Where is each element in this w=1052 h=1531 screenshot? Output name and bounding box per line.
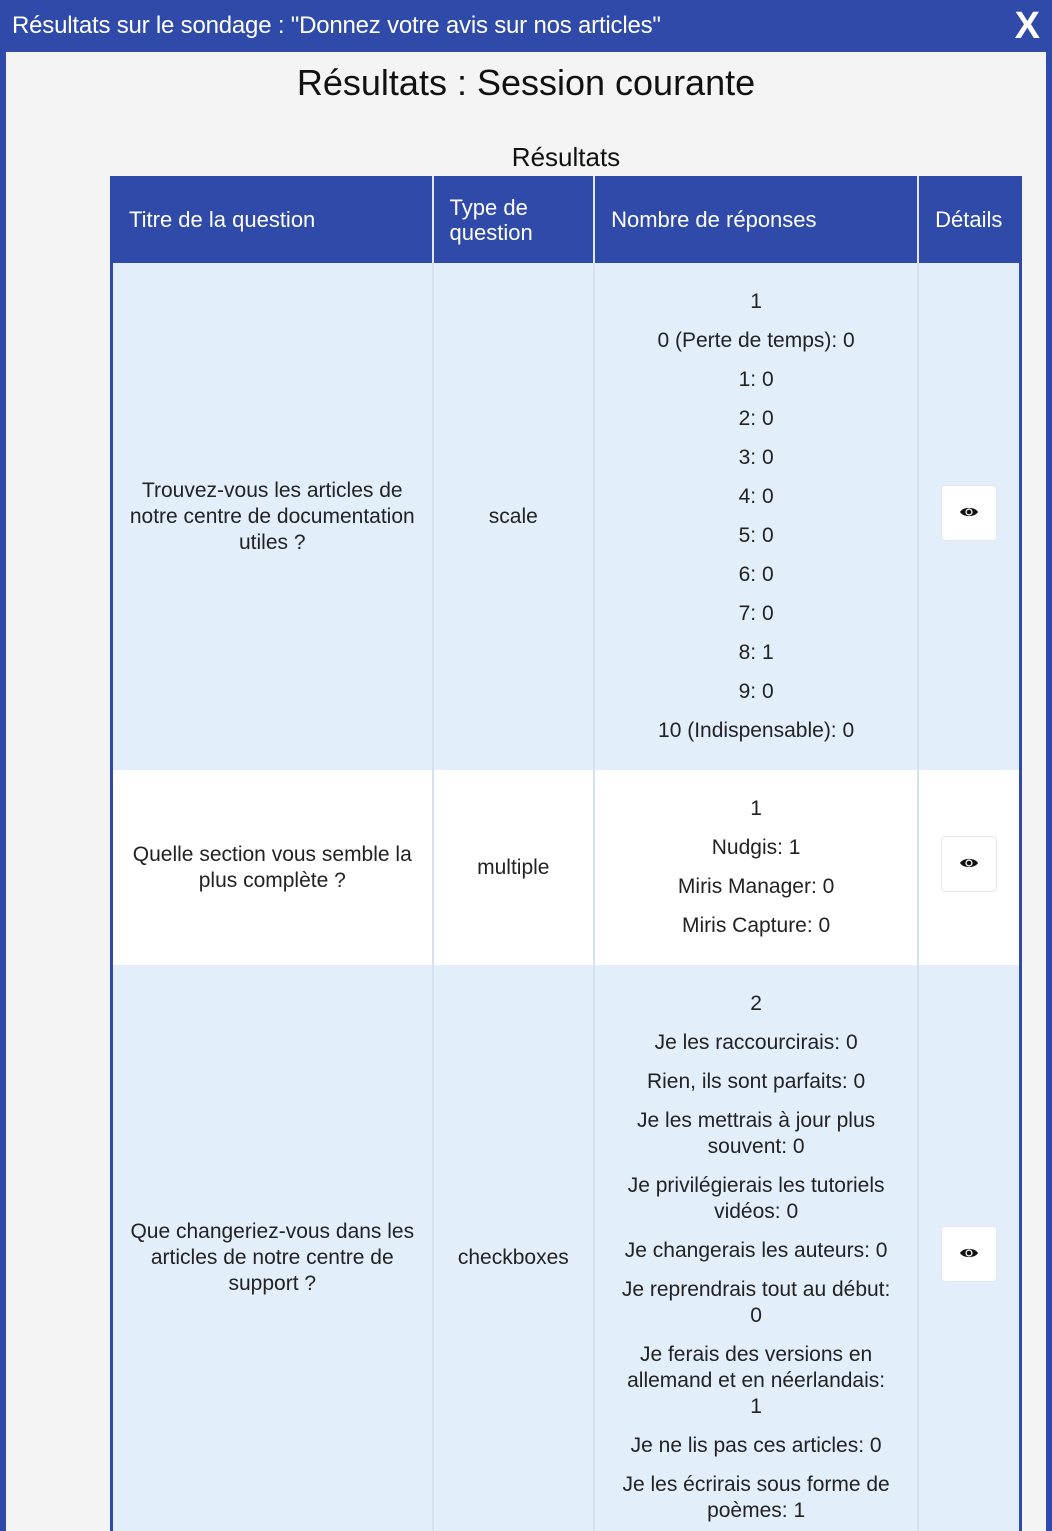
- question-type: scale: [488, 504, 538, 528]
- table-row: [112, 263, 1021, 770]
- answer-option: 8: 1: [738, 641, 774, 664]
- column-header-details: Détails: [918, 176, 1020, 263]
- answer-option: Nudgis: 1: [711, 836, 801, 859]
- answer-option: Miris Capture: 0: [682, 914, 831, 937]
- response-count-cell: [594, 965, 918, 1531]
- answer-option: 2: 0: [738, 407, 774, 430]
- table-header-row: [112, 176, 1021, 263]
- details-button[interactable]: [941, 1226, 997, 1282]
- column-header-responses: Nombre de réponses: [594, 176, 918, 263]
- answer-option: Miris Manager: 0: [677, 875, 835, 898]
- question-title: Trouvez-vous les articles de notre centre de documentation utiles ?: [129, 478, 415, 554]
- dialog-content: [6, 52, 1046, 1531]
- question-type-cell: [433, 770, 595, 965]
- answer-option: 3: 0: [738, 446, 774, 469]
- column-header-type: Type de question: [433, 176, 595, 263]
- close-icon[interactable]: X: [1014, 5, 1040, 47]
- response-total: 1: [750, 797, 762, 820]
- answer-option: Rien, ils sont parfaits: 0: [646, 1070, 866, 1093]
- response-total: 1: [750, 290, 762, 313]
- table-row: [112, 770, 1021, 965]
- table-body: [112, 263, 1021, 1531]
- answer-option: 4: 0: [738, 485, 774, 508]
- answer-list: [609, 263, 903, 770]
- question-title-cell: [112, 965, 433, 1531]
- answer-option: Je changerais les auteurs: 0: [624, 1239, 888, 1262]
- answer-option: Je reprendrais tout au début: 0: [621, 1278, 891, 1327]
- details-cell: [918, 965, 1020, 1531]
- answer-option: 9: 0: [738, 680, 774, 703]
- details-button[interactable]: [941, 485, 997, 541]
- answer-option: 10 (Indispensable): 0: [658, 719, 855, 742]
- answer-option: Je les écrirais sous forme de poèmes: 1: [622, 1473, 890, 1522]
- answer-option: 6: 0: [738, 563, 774, 586]
- question-title-cell: [112, 263, 433, 770]
- eye-icon: [959, 856, 979, 870]
- details-cell: [918, 263, 1020, 770]
- answer-option: Je privilégierais les tutoriels vidéos: 0: [627, 1174, 885, 1223]
- response-count-cell: [594, 263, 918, 770]
- question-title: Quelle section vous semble la plus complète ?: [132, 842, 412, 892]
- answer-option: 7: 0: [738, 602, 774, 625]
- eye-icon: [959, 1246, 979, 1260]
- response-count-cell: [594, 770, 918, 965]
- answer-option: 5: 0: [738, 524, 774, 547]
- question-type: checkboxes: [457, 1245, 569, 1269]
- question-type-cell: [433, 965, 595, 1531]
- column-header-question: Titre de la question: [112, 176, 433, 263]
- page-title: Résultats : Session courante: [296, 62, 756, 103]
- answer-list: [609, 965, 903, 1531]
- results-table: [110, 176, 1022, 1531]
- question-type: multiple: [477, 855, 550, 879]
- answer-option: Je les mettrais à jour plus souvent: 0: [637, 1109, 876, 1158]
- table-caption: Résultats: [511, 142, 621, 172]
- dialog-title: Résultats sur le sondage : "Donnez votre avis sur nos articles": [12, 12, 661, 39]
- answer-list: [609, 770, 903, 965]
- dialog-titlebar: [0, 0, 1052, 52]
- response-total: 2: [750, 992, 762, 1015]
- answer-option: Je les raccourcirais: 0: [654, 1031, 858, 1054]
- question-title-cell: [112, 770, 433, 965]
- details-button[interactable]: [941, 836, 997, 892]
- answer-option: Je ferais des versions en allemand et en néerlandais: 1: [627, 1343, 886, 1418]
- answer-option: 0 (Perte de temps): 0: [657, 329, 855, 352]
- answer-option: 1: 0: [738, 368, 774, 391]
- question-type-cell: [433, 263, 595, 770]
- question-title: Que changeriez-vous dans les articles de notre centre de support ?: [130, 1219, 415, 1295]
- details-cell: [918, 770, 1020, 965]
- answer-option: Je ne lis pas ces articles: 0: [630, 1434, 882, 1457]
- table-row: [112, 965, 1021, 1531]
- eye-icon: [959, 505, 979, 519]
